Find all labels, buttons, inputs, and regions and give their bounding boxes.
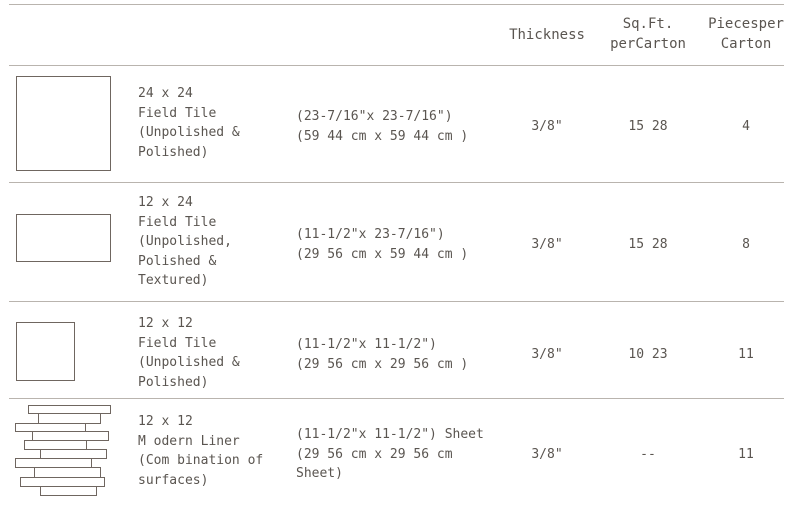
- row-4-pieces: 11: [738, 447, 754, 462]
- header-pieces-line2: Carton: [720, 36, 772, 52]
- liner-strip: [21, 478, 105, 487]
- square-tile-swatch-icon: [16, 76, 111, 171]
- liner-strip: [25, 441, 87, 450]
- row-4-sqft: --: [640, 447, 656, 462]
- row-2-sqft: 15 28: [628, 237, 668, 252]
- header-pieces-line1: Piecesper: [708, 16, 784, 32]
- row-2-name: 12 x 24 Field Tile (Unpolished, Polished & Textured): [138, 195, 232, 288]
- row-3-pieces: 11: [738, 347, 754, 362]
- liner-strip: [16, 459, 92, 468]
- row-3-size-inches: (11-1/2"x 11-1/2"): [296, 337, 437, 352]
- modern-liner-strips-icon: [12, 404, 112, 498]
- header-thickness: Thickness: [509, 27, 585, 43]
- row-rule-1: [9, 182, 784, 183]
- rectangle-tile-swatch-icon: [16, 214, 111, 262]
- liner-strip: [41, 487, 97, 496]
- row-3-size: [296, 335, 468, 374]
- row-1-thickness: 3/8": [531, 119, 563, 134]
- liner-strip: [16, 424, 86, 432]
- row-2-size: [296, 225, 468, 264]
- header-sqft: [596, 14, 700, 54]
- top-rule: [9, 4, 784, 5]
- header-pieces: [698, 14, 794, 54]
- row-2-pieces: 8: [742, 237, 750, 252]
- row-2-size-cm: (29 56 cm x 59 44 cm ): [296, 246, 469, 262]
- header-sqft-line1: Sq.Ft.: [622, 16, 674, 32]
- row-4-name: 12 x 12 M odern Liner (Com bination of surfaces): [138, 414, 264, 488]
- header-rule: [9, 65, 784, 66]
- row-2-thickness: 3/8": [531, 237, 563, 252]
- row-4-thickness: 3/8": [531, 447, 563, 462]
- row-3-size-cm: (29 56 cm x 29 56 cm ): [296, 356, 469, 372]
- row-3-name: 12 x 12 Field Tile (Unpolished & Polished): [138, 316, 240, 390]
- row-1-size-inches: (23-7/16"x 23-7/16"): [296, 109, 453, 124]
- liner-strip: [35, 468, 101, 478]
- row-4-size-cm: (29 56 cm x 29 56 cm: [296, 446, 453, 462]
- row-4-size: [296, 425, 484, 484]
- header-sqft-line2: perCarton: [610, 36, 686, 52]
- row-1-sqft: 15 28: [628, 119, 668, 134]
- liner-strip: [33, 432, 109, 441]
- row-2-size-inches: (11-1/2"x 23-7/16"): [296, 227, 445, 242]
- row-rule-3: [9, 398, 784, 399]
- row-3-thickness: 3/8": [531, 347, 563, 362]
- row-4-size-sheet: Sheet): [296, 466, 343, 481]
- row-1-size: [296, 107, 468, 146]
- row-3-sqft: 10 23: [628, 347, 668, 362]
- small-square-tile-swatch-icon: [16, 322, 75, 381]
- liner-strip: [41, 450, 107, 459]
- row-1-name: 24 x 24 Field Tile (Unpolished & Polished): [138, 86, 240, 160]
- row-4-size-inches: (11-1/2"x 11-1/2") Sheet: [296, 427, 484, 442]
- liner-strip: [29, 406, 111, 414]
- liner-strip: [39, 414, 101, 424]
- row-1-pieces: 4: [742, 119, 750, 134]
- row-rule-2: [9, 301, 784, 302]
- row-1-size-cm: (59 44 cm x 59 44 cm ): [296, 128, 469, 144]
